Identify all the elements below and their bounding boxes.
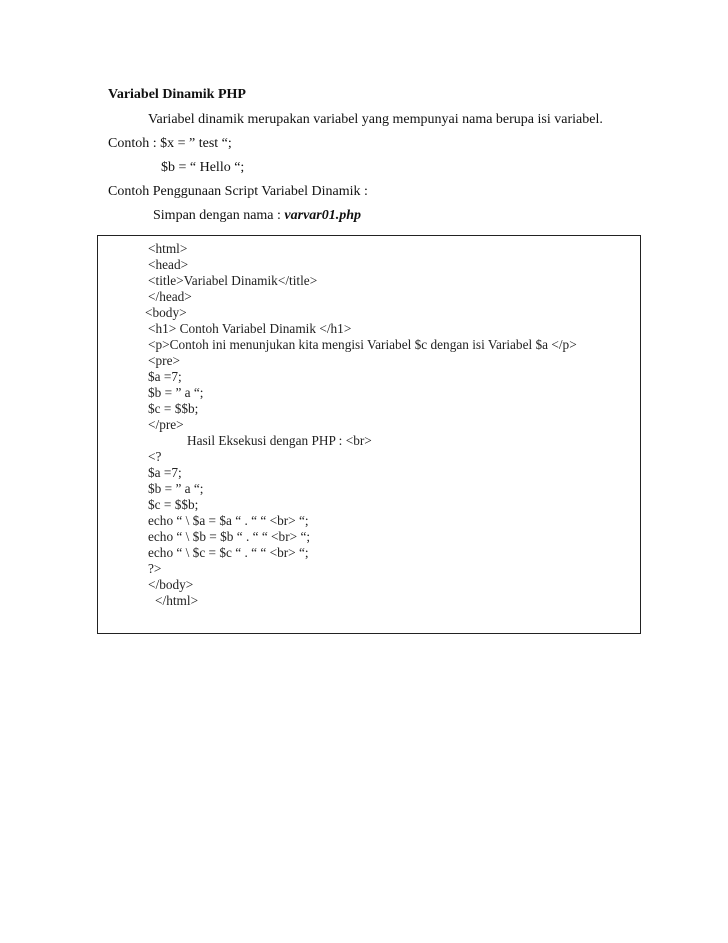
- code-line: $b = ” a “;: [148, 481, 204, 496]
- example-line-1: Contoh : $x = ” test “;: [108, 136, 232, 151]
- code-line: <html>: [148, 241, 188, 256]
- code-line: ?>: [148, 561, 162, 576]
- code-line: <?: [148, 449, 162, 464]
- example-line-2: $b = “ Hello “;: [161, 160, 245, 175]
- usage-heading: Contoh Penggunaan Script Variabel Dinamik :: [108, 184, 368, 199]
- save-instruction: [153, 208, 361, 224]
- code-line: </pre>: [148, 417, 184, 432]
- code-line: <title>Variabel Dinamik</title>: [148, 273, 318, 288]
- code-line: Hasil Eksekusi dengan PHP : <br>: [187, 433, 372, 448]
- code-line: <head>: [148, 257, 189, 272]
- code-line: <pre>: [148, 353, 180, 368]
- save-label: Simpan dengan nama :: [153, 208, 285, 223]
- intro-paragraph: Variabel dinamik merupakan variabel yang mempunyai nama berupa isi variabel.: [148, 112, 603, 127]
- save-filename: varvar01.php: [284, 208, 362, 223]
- code-line: <p>Contoh ini menunjukan kita mengisi Variabel $c dengan isi Variabel $a </p>: [148, 337, 577, 352]
- code-line: $a =7;: [148, 465, 182, 480]
- code-line: $c = $$b;: [148, 401, 199, 416]
- code-line: $c = $$b;: [148, 497, 199, 512]
- code-line: echo “ \ $b = $b “ . “ “ <br> “;: [148, 529, 311, 544]
- code-line: <body>: [145, 305, 187, 320]
- section-title: Variabel Dinamik PHP: [108, 87, 246, 102]
- code-line: </body>: [148, 577, 194, 592]
- code-line: $b = ” a “;: [148, 385, 204, 400]
- code-line: <h1> Contoh Variabel Dinamik </h1>: [148, 321, 352, 336]
- code-line: echo “ \ $c = $c “ . “ “ <br> “;: [148, 545, 309, 560]
- code-line: echo “ \ $a = $a “ . “ “ <br> “;: [148, 513, 309, 528]
- code-line: $a =7;: [148, 369, 182, 384]
- code-line: </html>: [155, 593, 199, 608]
- code-line: </head>: [148, 289, 192, 304]
